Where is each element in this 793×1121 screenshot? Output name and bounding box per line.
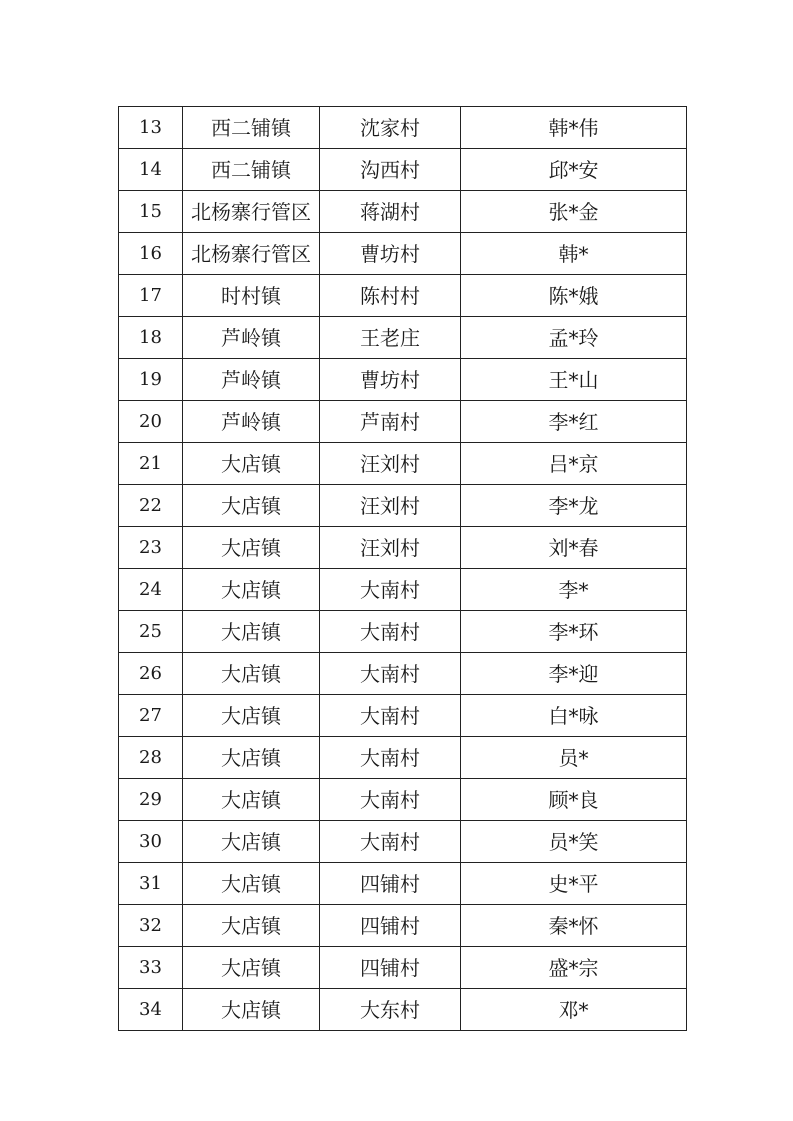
village-cell: 大南村 <box>320 695 461 737</box>
row-number-cell: 25 <box>119 611 183 653</box>
table-row <box>119 359 687 401</box>
town-cell: 大店镇 <box>183 653 320 695</box>
village-cell: 陈村村 <box>320 275 461 317</box>
town-cell: 大店镇 <box>183 947 320 989</box>
town-cell: 芦岭镇 <box>183 317 320 359</box>
village-cell: 大南村 <box>320 737 461 779</box>
name-cell: 吕*京 <box>461 443 687 485</box>
row-number-cell: 16 <box>119 233 183 275</box>
row-number-cell: 27 <box>119 695 183 737</box>
village-cell: 大南村 <box>320 611 461 653</box>
name-cell: 李* <box>461 569 687 611</box>
roster-body <box>119 107 687 1031</box>
name-cell: 李*龙 <box>461 485 687 527</box>
table-row <box>119 149 687 191</box>
table-row <box>119 653 687 695</box>
roster-table <box>118 106 687 1031</box>
town-cell: 大店镇 <box>183 485 320 527</box>
table-row <box>119 401 687 443</box>
town-cell: 西二铺镇 <box>183 149 320 191</box>
row-number-cell: 13 <box>119 107 183 149</box>
table-row <box>119 989 687 1031</box>
row-number-cell: 14 <box>119 149 183 191</box>
name-cell: 顾*良 <box>461 779 687 821</box>
row-number-cell: 34 <box>119 989 183 1031</box>
row-number-cell: 28 <box>119 737 183 779</box>
row-number-cell: 26 <box>119 653 183 695</box>
name-cell: 韩*伟 <box>461 107 687 149</box>
table-row <box>119 443 687 485</box>
village-cell: 大南村 <box>320 569 461 611</box>
town-cell: 大店镇 <box>183 569 320 611</box>
village-cell: 四铺村 <box>320 947 461 989</box>
name-cell: 孟*玲 <box>461 317 687 359</box>
town-cell: 大店镇 <box>183 863 320 905</box>
table-row <box>119 317 687 359</box>
village-cell: 曹坊村 <box>320 233 461 275</box>
town-cell: 大店镇 <box>183 737 320 779</box>
village-cell: 大南村 <box>320 821 461 863</box>
row-number-cell: 23 <box>119 527 183 569</box>
village-cell: 汪刘村 <box>320 443 461 485</box>
village-cell: 芦南村 <box>320 401 461 443</box>
name-cell: 刘*春 <box>461 527 687 569</box>
village-cell: 沈家村 <box>320 107 461 149</box>
name-cell: 王*山 <box>461 359 687 401</box>
town-cell: 芦岭镇 <box>183 359 320 401</box>
row-number-cell: 31 <box>119 863 183 905</box>
table-row <box>119 863 687 905</box>
table-row <box>119 485 687 527</box>
village-cell: 大南村 <box>320 653 461 695</box>
name-cell: 李*红 <box>461 401 687 443</box>
village-cell: 四铺村 <box>320 905 461 947</box>
village-cell: 大南村 <box>320 779 461 821</box>
row-number-cell: 15 <box>119 191 183 233</box>
table-row <box>119 821 687 863</box>
name-cell: 盛*宗 <box>461 947 687 989</box>
village-cell: 汪刘村 <box>320 527 461 569</box>
table-row <box>119 233 687 275</box>
name-cell: 邱*安 <box>461 149 687 191</box>
name-cell: 张*金 <box>461 191 687 233</box>
town-cell: 大店镇 <box>183 527 320 569</box>
table-row <box>119 695 687 737</box>
table-row <box>119 947 687 989</box>
table-row <box>119 107 687 149</box>
name-cell: 员* <box>461 737 687 779</box>
village-cell: 曹坊村 <box>320 359 461 401</box>
town-cell: 大店镇 <box>183 611 320 653</box>
row-number-cell: 17 <box>119 275 183 317</box>
village-cell: 沟西村 <box>320 149 461 191</box>
row-number-cell: 24 <box>119 569 183 611</box>
document-page <box>118 106 686 1031</box>
town-cell: 大店镇 <box>183 821 320 863</box>
town-cell: 北杨寨行管区 <box>183 191 320 233</box>
table-row <box>119 275 687 317</box>
table-row <box>119 779 687 821</box>
table-row <box>119 611 687 653</box>
town-cell: 大店镇 <box>183 989 320 1031</box>
row-number-cell: 19 <box>119 359 183 401</box>
row-number-cell: 22 <box>119 485 183 527</box>
village-cell: 蒋湖村 <box>320 191 461 233</box>
name-cell: 员*笑 <box>461 821 687 863</box>
town-cell: 北杨寨行管区 <box>183 233 320 275</box>
table-row <box>119 191 687 233</box>
village-cell: 大东村 <box>320 989 461 1031</box>
row-number-cell: 20 <box>119 401 183 443</box>
town-cell: 时村镇 <box>183 275 320 317</box>
name-cell: 李*环 <box>461 611 687 653</box>
name-cell: 韩* <box>461 233 687 275</box>
name-cell: 李*迎 <box>461 653 687 695</box>
row-number-cell: 21 <box>119 443 183 485</box>
row-number-cell: 18 <box>119 317 183 359</box>
town-cell: 西二铺镇 <box>183 107 320 149</box>
town-cell: 大店镇 <box>183 905 320 947</box>
row-number-cell: 32 <box>119 905 183 947</box>
name-cell: 陈*娥 <box>461 275 687 317</box>
village-cell: 王老庄 <box>320 317 461 359</box>
table-row <box>119 905 687 947</box>
table-row <box>119 569 687 611</box>
name-cell: 秦*怀 <box>461 905 687 947</box>
village-cell: 四铺村 <box>320 863 461 905</box>
name-cell: 史*平 <box>461 863 687 905</box>
row-number-cell: 33 <box>119 947 183 989</box>
town-cell: 大店镇 <box>183 443 320 485</box>
name-cell: 白*咏 <box>461 695 687 737</box>
row-number-cell: 29 <box>119 779 183 821</box>
name-cell: 邓* <box>461 989 687 1031</box>
town-cell: 芦岭镇 <box>183 401 320 443</box>
row-number-cell: 30 <box>119 821 183 863</box>
town-cell: 大店镇 <box>183 779 320 821</box>
town-cell: 大店镇 <box>183 695 320 737</box>
table-row <box>119 527 687 569</box>
table-row <box>119 737 687 779</box>
village-cell: 汪刘村 <box>320 485 461 527</box>
